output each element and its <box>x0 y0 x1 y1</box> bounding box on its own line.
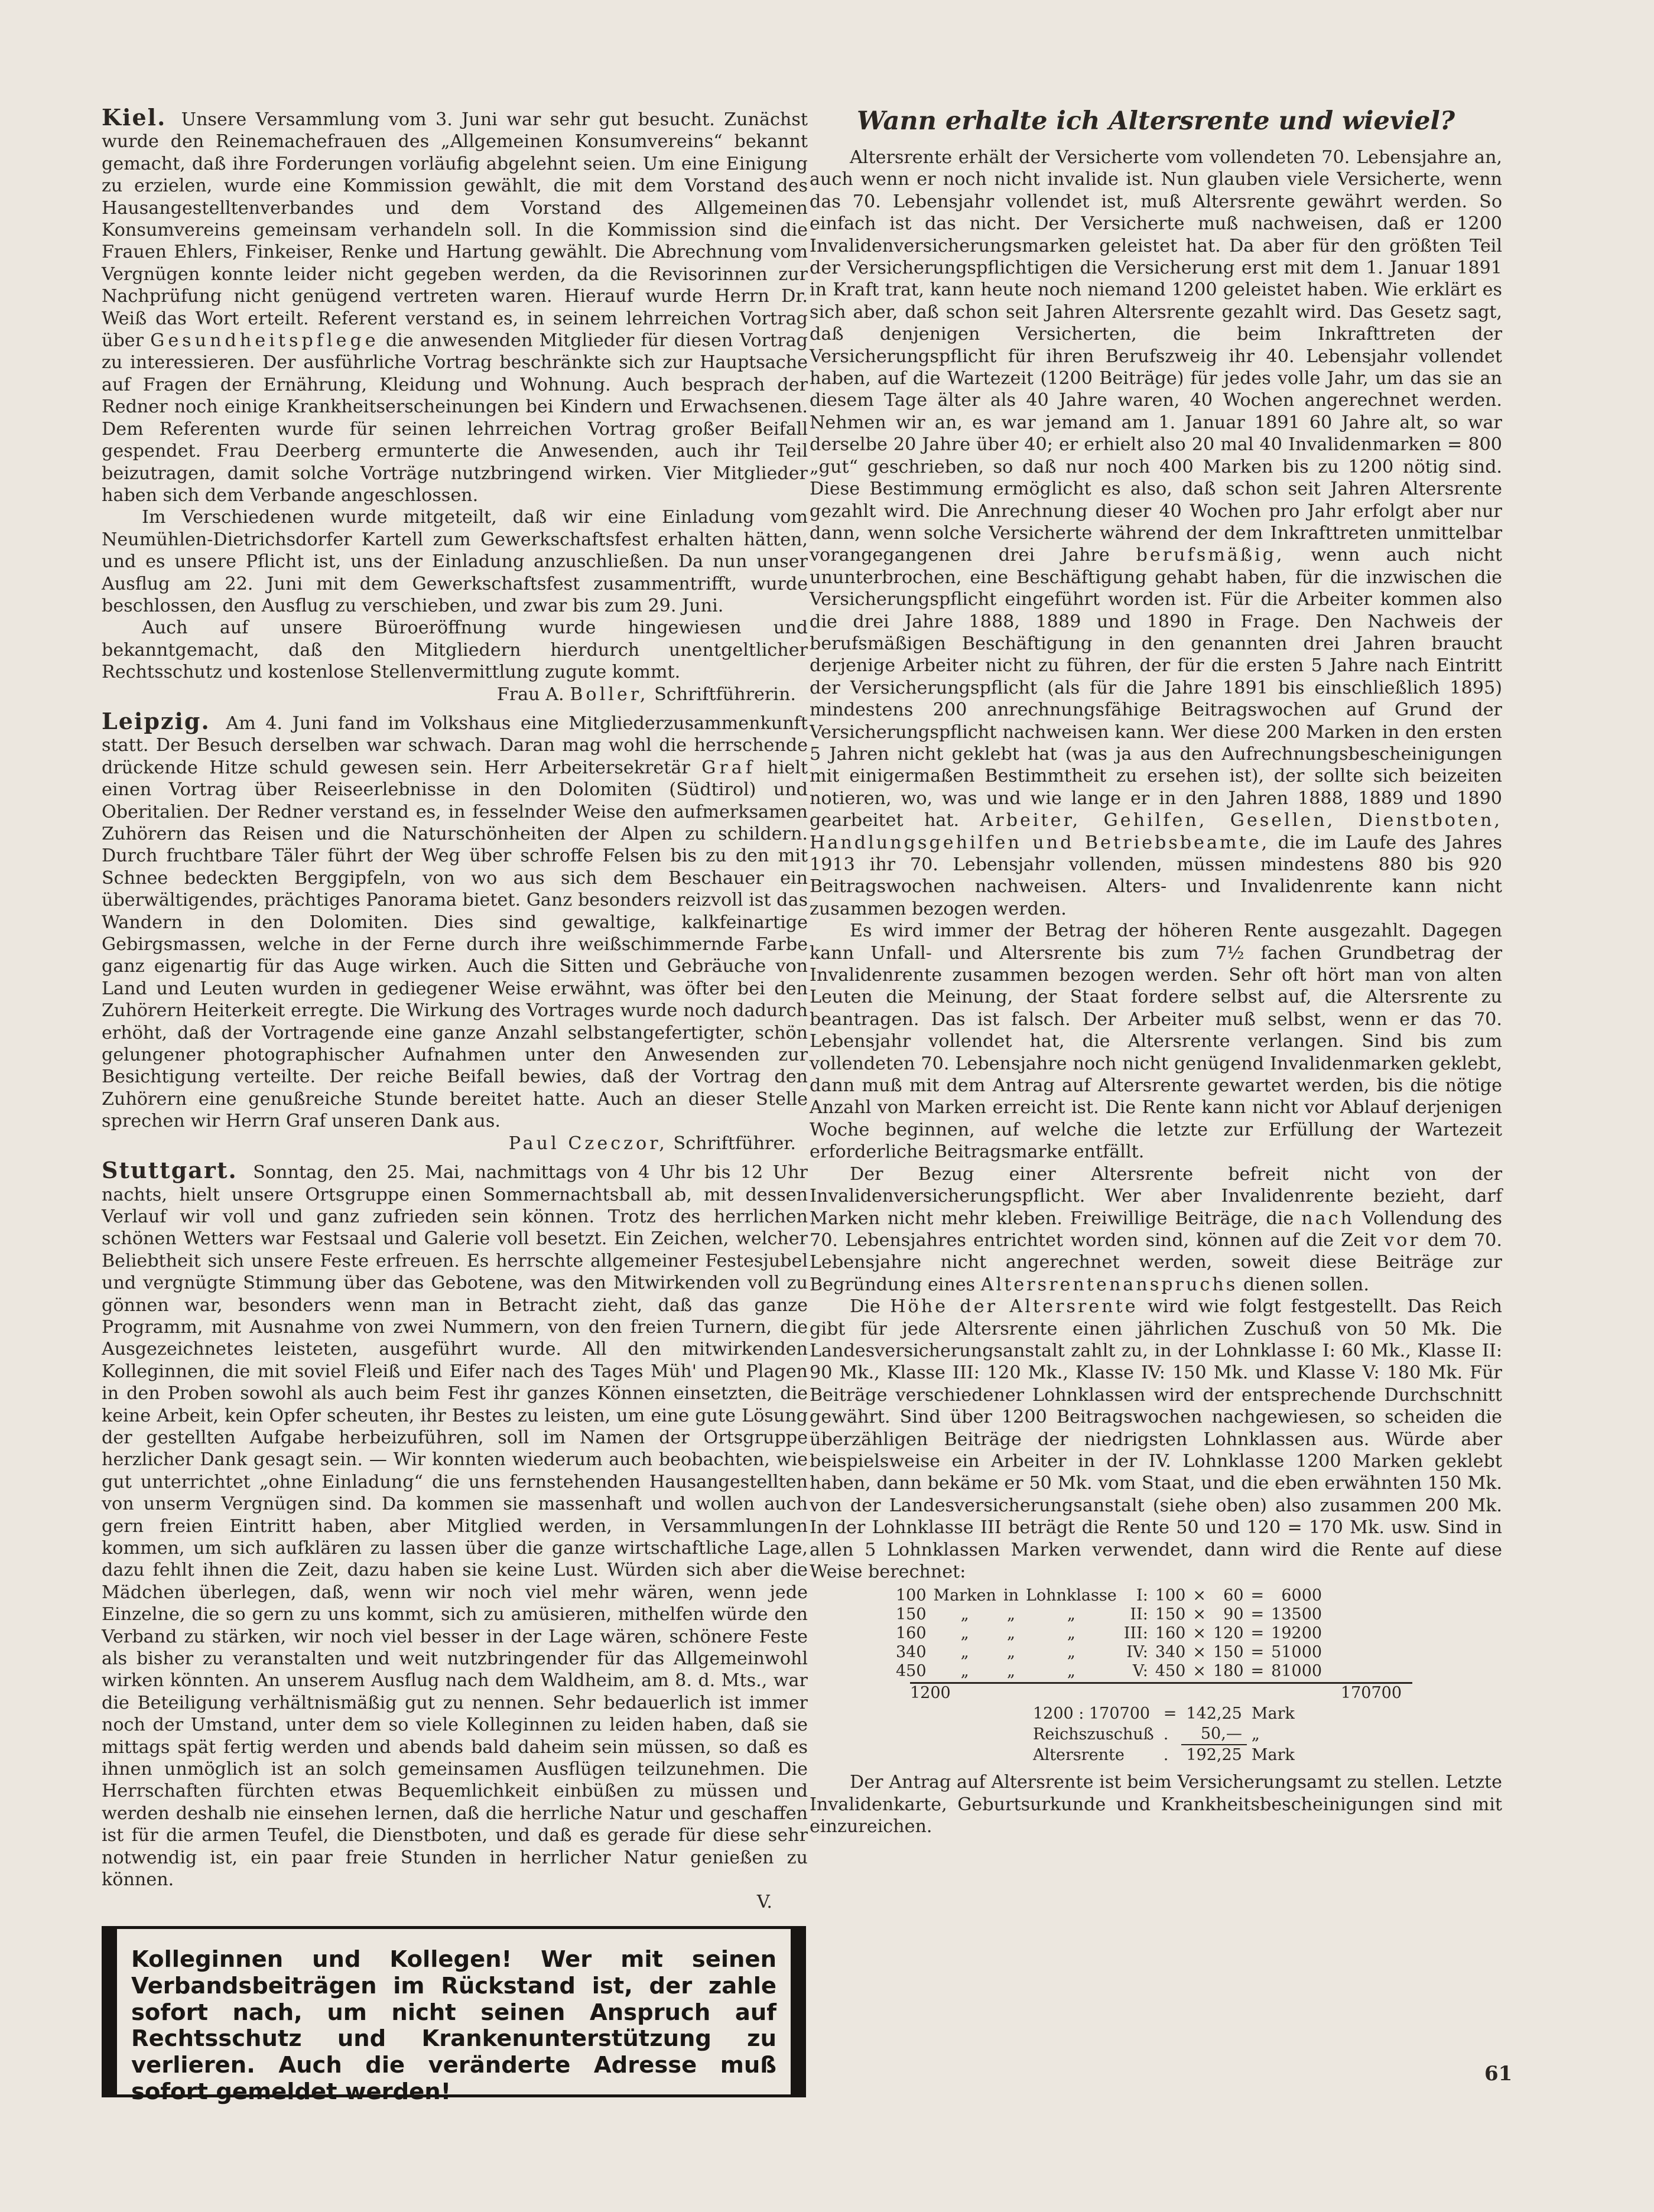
right-column <box>810 106 1502 1838</box>
leipzig-heading: Leipzig. <box>102 707 210 734</box>
left-column <box>102 106 808 1913</box>
kiel-report: Kiel. Unsere Versammlung vom 3. Juni war sehr gut besucht. Zunächst wurde den Reinemachefrauen des „Allgemeinen Konsumvereins“ bekannt gemacht, daß ihre Forderungen vorläufig abgelehnt seien. Um eine Einigung zu erzielen, wurde eine Kommission gewählt, die mit dem Vorstand des Hausangestelltenverbandes und dem Vorstand des Allgemeinen Konsumvereins gemeinsam verhandeln soll. In die Kommission sind die Frauen Ehlers, Finkeiser, Renke und Hartung gewählt. Die Abrechnung vom Vergnügen konnte leider nicht gegeben werden, da die Revisorinnen zur Nachprüfung nicht genügend vertreten waren. Hierauf wurde Herrn Dr. Weiß das Wort erteilt. Referent verstand es, in seinem lehrreichen Vortrag über Gesundheitspflege die anwesenden Mitglieder für diesen Vortrag zu interessieren. Der ausführliche Vortrag beschränkte sich zur Hauptsache auf Fragen der Ernährung, Kleidung und Wohnung. Auch besprach der Redner noch einige Krankheitserscheinungen bei Kindern und Erwachsenen. Dem Referenten wurde für seinen lehrreichen Vortrag großer Beifall gespendet. Frau Deerberg ermunterte die Anwesenden, auch ihr Teil beizutragen, damit solche Vorträge nutzbringend wirken. Vier Mitglieder haben sich dem Verbande angeschlossen. <box>102 104 808 506</box>
sum-row: 1200 : 170700 = 142,25 Mark <box>1033 1704 1295 1723</box>
kiel-heading: Kiel. <box>102 104 167 131</box>
pension-sum-table <box>1028 1704 1299 1765</box>
calc-row: 450 „ „ „ V: 450 × 180 = 81000 <box>896 1662 1322 1681</box>
article-paragraph: Die Höhe der Altersrente wird wie folgt festgestellt. Das Reich gibt für jede Altersrente einen jährlichen Zuschuß von 50 Mk. Die Landesversicherungsanstalt zahlt zu, in der Lohnklasse I: 60 Mk., Klasse II: 90 Mk., Klasse III: 120 Mk., Klasse IV: 150 Mk. und Klasse V: 180 Mk. Für Beiträge verschiedener Lohnklassen wird der entsprechende Durchschnitt gewährt. Sind über 1200 Beitragswochen nachgewiesen, so scheiden die überzähligen Beiträge der niedrigsten Lohnklassen aus. Würde aber beispielsweise ein Arbeiter in der IV. Lohnklasse 1200 Marken geklebt haben, dann bekäme er 50 Mk. vom Staat, und die eben erwähnten 150 Mk. von der Landesversicherungsanstalt (siehe oben) also zusammen 200 Mk. In der Lohnklasse III beträgt die Rente 50 und 120 = 170 Mk. usw. Sind in allen 5 Lohnklassen Marken verwendet, dann wird die Rente auf diese Weise berechnet: <box>810 1296 1502 1582</box>
stuttgart-heading: Stuttgart. <box>102 1157 238 1184</box>
kiel-paragraph: Auch auf unsere Büroeröffnung wurde hingewiesen und bekanntgemacht, daß den Mitgliedern hierdurch unentgeltlicher Rechtsschutz und kostenlose Stellenvermittlung zugute kommt. <box>102 617 808 683</box>
kiel-paragraph: Im Verschiedenen wurde mitgeteilt, daß wir eine Einladung vom Neumühlen-Dietrichsdorfer Kartell zum Gewerkschaftsfest erhalten hätten, und es unsere Pflicht ist, uns der Einladung anzuschließen. Da nun unser Ausflug am 22. Juni mit dem Gewerkschaftsfest zusammentrifft, wurde beschlossen, den Ausflug zu verschieben, und zwar bis zum 29. Juni. <box>102 507 808 616</box>
article-paragraph: Es wird immer der Betrag der höheren Rente ausgezahlt. Dagegen kann Unfall- und Altersrente bis zum 7½ fachen Grundbetrag der Invalidenrente zusammen bezogen werden. Sehr oft hört man von alten Leuten die Meinung, der Staat fordere selbst auf, die Altersrente zu beantragen. Das ist falsch. Der Arbeiter muß selbst, wenn er das 70. Lebensjahr vollendet hat, die Altersrente verlangen. Sind bis zum vollendeten 70. Lebensjahre noch nicht genügend Invalidenmarken geklebt, dann muß mit dem Antrag auf Altersrente gewartet werden, bis die nötige Anzahl von Marken erreicht ist. Die Rente kann nicht vor Ablauf derjenigen Woche beginnen, auf welche die letzte zur Erfüllung der Wartezeit erforderliche Beitragsmarke entfällt. <box>810 920 1502 1163</box>
article-paragraph: Altersrente erhält der Versicherte vom vollendeten 70. Lebensjahre an, auch wenn er noch nicht invalide ist. Nun glauben viele Versicherte, wenn das 70. Lebensjahr vollendet ist, muß Altersrente gewährt werden. So einfach ist das nicht. Der Versicherte muß nachweisen, daß er 1200 Invalidenversicherungsmarken geleistet hat. Da aber für den größten Teil der Versicherungspflichtigen die Versicherung erst mit dem 1. Januar 1891 in Kraft trat, kann heute noch niemand 1200 geleistet haben. Wie erklärt es sich aber, daß schon seit Jahren Altersrente gezahlt wird. Das Gesetz sagt, daß denjenigen Versicherten, die beim Inkrafttreten der Versicherungspflicht für ihren Berufszweig ihr 40. Lebensjahr vollendet haben, auf die Wartezeit (1200 Beiträge) für jedes volle Jahr, um das sie an diesem Tage älter als 40 Jahre waren, 40 Wochen angerechnet werden. Nehmen wir an, es war jemand am 1. Januar 1891 60 Jahre alt, so war derselbe 20 Jahre über 40; er erhielt also 20 mal 40 Invalidenmarken = 800 „gut“ geschrieben, so daß nur noch 400 Marken bis zu 1200 nötig sind. Diese Bestimmung ermöglicht es also, daß schon seit Jahren Altersrente gezahlt wird. Die Anrechnung dieser 40 Wochen pro Jahr erfolgt aber nur dann, wenn solche Versicherte während der dem Inkrafttreten unmittelbar vorangegangenen drei Jahre berufsmäßig, wenn auch nicht ununterbrochen, eine Beschäftigung gehabt haben, für die inzwischen die Versicherungspflicht eingeführt worden ist. Für die Arbeiter kommen also die drei Jahre 1888, 1889 und 1890 in Frage. Den Nachweis der berufsmäßigen Beschäftigung in den genannten drei Jahren braucht derjenige Arbeiter nicht zu führen, der für die ersten 5 Jahre nach Eintritt der Versicherungspflicht (als für die Jahre 1891 bis einschließlich 1895) mindestens 200 anrechnungsfähige Beitragswochen auf Grund der Versicherungspflicht nachweisen kann. Wer diese 200 Marken in den ersten 5 Jahren nicht geklebt hat (was ja aus den Aufrechnungsbescheinigungen mit einigermaßen Bestimmtheit zu ersehen ist), der sollte sich beizeiten notieren, wo, was und wie lange er in den Jahren 1888, 1889 und 1890 gearbeitet hat. Arbeiter, Gehilfen, Gesellen, Dienstboten, Handlungsgehilfen und Betriebsbeamte, die im Laufe des Jahres 1913 ihr 70. Lebensjahr vollenden, müssen mindestens 880 bis 920 Beitragswochen nachweisen. Alters- und Invalidenrente kann nicht zusammen bezogen werden. <box>810 147 1502 919</box>
stuttgart-report: Stuttgart. Sonntag, den 25. Mai, nachmittags von 4 Uhr bis 12 Uhr nachts, hielt unsere Ortsgruppe einen Sommernachtsball ab, mit dessen Verlauf wir voll und ganz zufrieden sein können. Trotz des herrlichen schönen Wetters war Festsaal und Galerie voll besetzt. Ein Zeichen, welcher Beliebtheit sich unsere Feste erfreuen. Es herrschte allgemeiner Festesjubel und vergnügte Stimmung über das Gebotene, was den Mitwirkenden voll zu gönnen war, besonders wenn man in Betracht zieht, daß das ganze Programm, mit Ausnahme von zwei Nummern, von den freien Turnern, die Ausgezeichnetes leisteten, ausgeführt wurde. All den mitwirkenden Kolleginnen, die mit soviel Fleiß und Eifer nach des Tages Müh' und Plagen in den Proben sowohl als auch beim Fest ihr ganzes Können einsetzten, die keine Arbeit, kein Opfer scheuten, ihr Bestes zu leisten, um eine gute Lösung der gestellten Aufgabe herbeizuführen, soll im Namen der Ortsgruppe herzlicher Dank gesagt sein. — Wir konnten wiederum auch beobachten, wie gut unterrichtet „ohne Einladung“ die uns fernstehenden Hausangestellten von unserm Vergnügen sind. Da kommen sie massenhaft und wollen auch gern freien Eintritt haben, aber Mitglied werden, in Versammlungen kommen, um sich aufklären zu lassen über die ganze wirtschaftliche Lage, dazu fehlt ihnen die Zeit, dazu haben sie keine Lust. Würden sich aber die Mädchen überlegen, daß, wenn wir noch viel mehr wären, wenn jede Einzelne, die so gern zu uns kommt, sich zu amüsieren, mithelfen würde den Verband zu stärken, wir noch viel besser in der Lage wären, schönere Feste als bisher zu veranstalten und weit nutzbringender für das Allgemeinwohl wirken könnten. An unserem Ausflug nach dem Waldheim, am 8. d. Mts., war die Beteiligung verhältnismäßig gut zu nennen. Sehr bedauerlich ist immer noch der Umstand, unter dem so viele Kolleginnen zu leiden haben, daß sie mittags spät fertig werden und abends bald daheim sein müssen, so daß es ihnen unmöglich ist an solch gemeinsamen Ausflügen teilzunehmen. Die Herrschaften fürchten etwas Bequemlichkeit einbüßen zu müssen und werden deshalb nie einsehen lernen, daß die herrliche Natur und geschaffen ist für die armen Teufel, die Dienstboten, und daß es gerade für diese sehr notwendig ist, ein paar freie Stunden in herrlicher Natur genießen zu können. <box>102 1157 808 1891</box>
calc-row: 340 „ „ „ IV: 340 × 150 = 51000 <box>896 1643 1322 1662</box>
page-number: 61 <box>1484 2062 1513 2086</box>
leipzig-signature: Paul Czeczor, Schriftführer. <box>508 1133 796 1154</box>
article-paragraph: Der Antrag auf Altersrente ist beim Versicherungsamt zu stellen. Letzte Invalidenkarte, Geburtsurkunde und Krankheitsbescheinigungen sind mit einzureichen. <box>810 1772 1502 1837</box>
pension-calculation-table <box>892 1586 1325 1681</box>
calc-row: 100 Marken in Lohnklasse I: 100 × 60 = 6000 <box>896 1586 1322 1605</box>
sum-row: Altersrente . 192,25 Mark <box>1033 1745 1295 1765</box>
sum-row: Reichszuschuß . 50,— „ <box>1028 1724 1299 1745</box>
leipzig-report: Leipzig. Am 4. Juni fand im Volkshaus eine Mitgliederzusammenkunft statt. Der Besuch derselben war schwach. Daran mag wohl die herrschende drückende Hitze schuld gewesen sein. Herr Arbeitersekretär Graf hielt einen Vortrag über Reiseerlebnisse in den Dolomiten (Südtirol) und Oberitalien. Der Redner verstand es, in fesselnder Weise den aufmerksamen Zuhörern das Reisen und die Naturschönheiten der Alpen zu schildern. Durch fruchtbare Täler führt der Weg über schroffe Felsen bis zu den mit Schnee bedeckten Berggipfeln, von wo aus sich dem Beschauer ein überwältigendes, prächtiges Panorama bietet. Ganz besonders reizvoll ist das Wandern in den Dolomiten. Dies sind gewaltige, kalkfeinartige Gebirgsmassen, welche in der Ferne durch ihre weißschimmernde Farbe ganz eigenartig für das Auge wirken. Auch die Sitten und Gebräuche von Land und Leuten wurden in gediegener Weise erwähnt, was öfter bei den Zuhörern Heiterkeit erregte. Die Wirkung des Vortrages wurde noch dadurch erhöht, daß der Vortragende eine ganze Anzahl selbstangefertigter, schön gelungener photographischer Aufnahmen unter den Anwesenden zur Besichtigung verteilte. Der reiche Beifall bewies, daß der Vortrag den Zuhörern eine genußreiche Stunde bereitet hatte. Auch an dieser Stelle sprechen wir Herrn Graf unseren Dank aus. <box>102 707 808 1132</box>
stuttgart-signature: V. <box>756 1891 772 1912</box>
article-paragraph: Der Bezug einer Altersrente befreit nicht von der Invalidenversicherungspflicht. Wer aber Invalidenrente bezieht, darf Marken nicht mehr kleben. Freiwillige Beiträge, die nach Vollendung des 70. Lebensjahres entrichtet worden sind, können auf die Zeit vor dem 70. Lebensjahre nicht angerechnet werden, soweit diese Beiträge zur Begründung eines Altersrentenanspruchs dienen sollen. <box>810 1163 1502 1295</box>
kiel-signature: Frau A. Boller, Schriftführerin. <box>496 684 796 705</box>
membership-notice-box: Kolleginnen und Kollegen! Wer mit seinen Verbandsbeiträgen im Rückstand ist, der zahle sofort nach, um nicht seinen Anspruch auf Rechtsschutz und Krankenunterstützung zu verlieren. Auch die veränderte Adresse muß sofort gemeldet werden! <box>102 1926 806 2097</box>
article-title: Wann erhalte ich Altersrente und wieviel? <box>856 106 1455 136</box>
calc-row: 160 „ „ „ III: 160 × 120 = 19200 <box>896 1624 1322 1643</box>
calc-row: 150 „ „ „ II: 150 × 90 = 13500 <box>896 1605 1322 1624</box>
calc-total-line: 1200 170700 <box>910 1682 1412 1704</box>
